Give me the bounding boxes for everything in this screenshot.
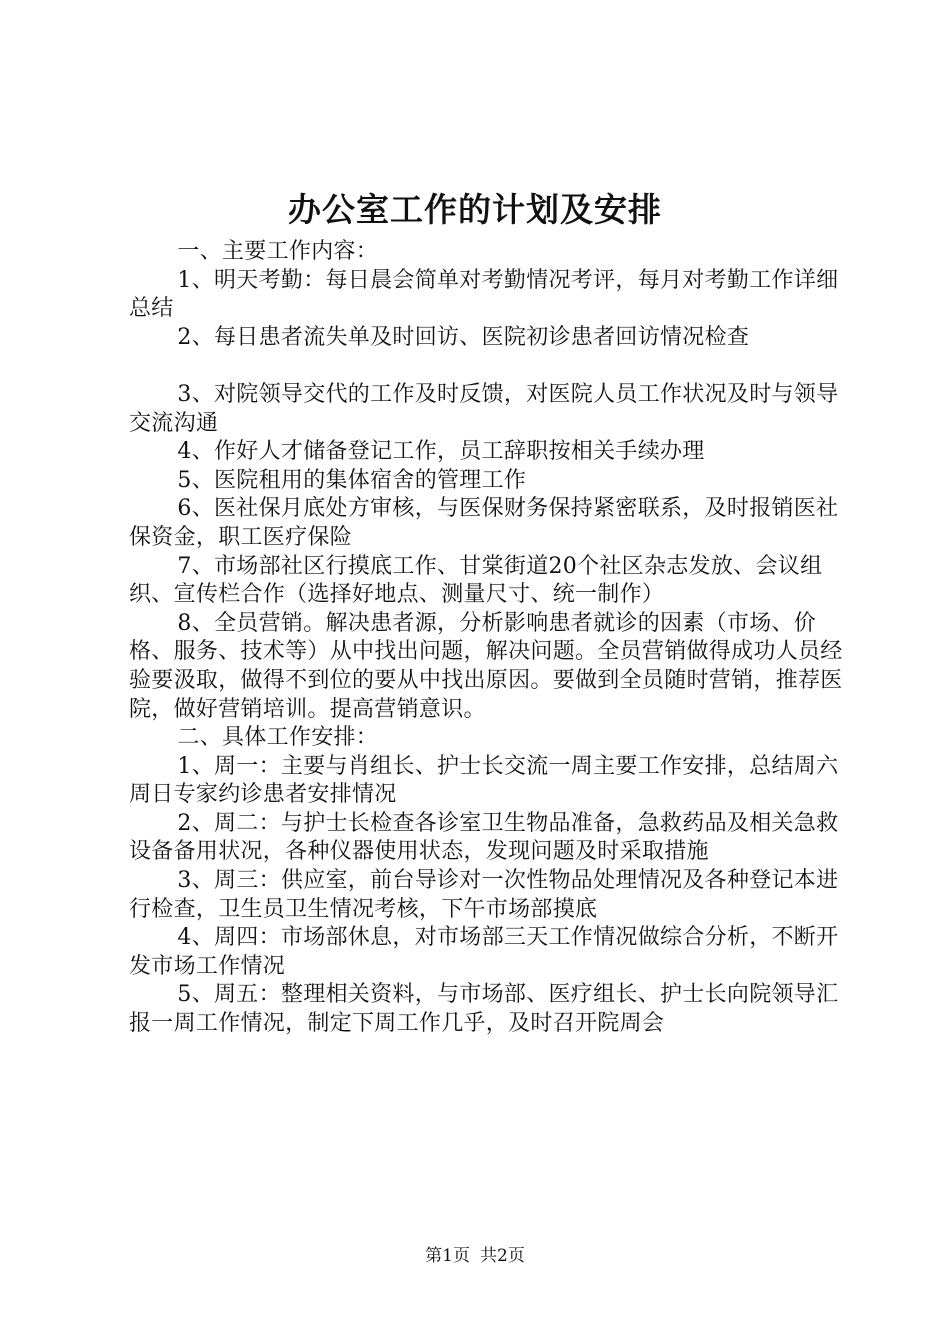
page-footer (0, 1245, 950, 1267)
section-heading-main-work: 一、主要工作内容： (177, 239, 379, 264)
paragraph-friday: 5、周五：整理相关资料，与市场部、医疗组长、护士长向院领导汇报一周工作情况，制定下周工作几乎，及时召开院周会 (129, 982, 839, 1037)
paragraph-thursday: 4、周四：市场部休息，对市场部三天工作情况做综合分析，不断开发市场工作情况 (129, 925, 839, 979)
paragraph-monday: 1、周一：主要与肖组长、护士长交流一周主要工作安排，总结周六周日专家约诊患者安排情况 (129, 753, 839, 808)
paragraph-tuesday: 2、周二：与护士长检查各诊室卫生物品准备，急救药品及相关急救设备备用状况，各种仪器使用状态，发现问题及时采取措施 (129, 810, 839, 865)
paragraph-item-2: 2、每日患者流失单及时回访、医院初诊患者回访情况检查 (177, 324, 750, 350)
paragraph-item-1: 1、明天考勤：每日晨会简单对考勤情况考评，每月对考勤工作详细总结 (129, 267, 839, 322)
page-number: 第1页 (425, 1246, 470, 1266)
document-body (129, 238, 845, 1039)
section-heading-schedule: 二、具体工作安排： (177, 725, 379, 751)
paragraph-item-8: 8、全员营销。解决患者源，分析影响患者就诊的因素（市场、价格、服务、技术等）从中找出问题，解决问题。全员营销做得成功人员经验要汲取，做得不到位的要从中找出原因。要做到全员随时营销，推荐医院，做好营销培训。提高营销意识。 (129, 610, 843, 722)
paragraph-wednesday: 3、周三：供应室，前台导诊对一次性物品处理情况及各种登记本进行检查，卫生员卫生情况考核，下午市场部摸底 (129, 868, 839, 922)
paragraph-item-7: 7、市场部社区行摸底工作、甘棠街道20个社区杂志发放、会议组织、宣传栏合作（选择好地点、测量尺寸、统一制作） (129, 553, 823, 608)
paragraph-item-6: 6、医社保月底处方审核，与医保财务保持紧密联系，及时报销医社保资金，职工医疗保险 (129, 496, 839, 550)
document-title: 办公室工作的计划及安排 (288, 190, 662, 229)
page-total: 共2页 (480, 1246, 525, 1266)
paragraph-item-4: 4、作好人才储备登记工作，员工辞职按相关手续办理 (177, 439, 705, 465)
paragraph-item-5: 5、医院租用的集体宿舍的管理工作 (177, 467, 527, 493)
paragraph-item-3: 3、对院领导交代的工作及时反馈，对医院人员工作状况及时与领导交流沟通 (129, 381, 839, 436)
